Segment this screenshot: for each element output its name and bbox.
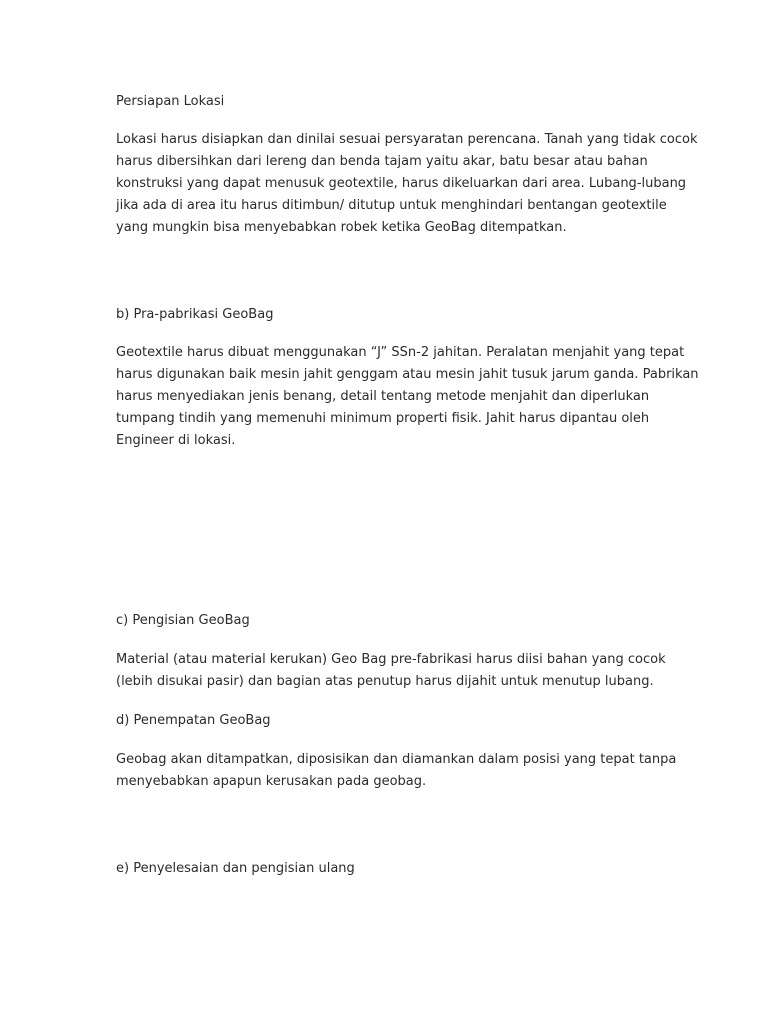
section-heading-pengisian <box>116 610 661 632</box>
paragraph-line: harus dibersihkan dari lereng dan benda tajam yaitu akar, batu besar atau bahan <box>116 154 648 169</box>
paragraph-line: Geobag akan ditampatkan, diposisikan dan diamankan dalam posisi yang tepat tanpa <box>116 752 677 767</box>
paragraph-line: harus digunakan baik mesin jahit genggam atau mesin jahit tusuk jarum ganda. Pabrikan <box>116 367 699 382</box>
section-heading-penyelesaian <box>116 858 661 880</box>
heading-text: c) Pengisian GeoBag <box>116 613 250 628</box>
paragraph-line: Lokasi harus disiapkan dan dinilai sesuai persyaratan perencana. Tanah yang tidak cocok <box>116 132 698 147</box>
paragraph-line: yang mungkin bisa menyebabkan robek ketika GeoBag ditempatkan. <box>116 220 567 235</box>
heading-text: Persiapan Lokasi <box>116 94 225 109</box>
section-heading-pra-pabrikasi <box>116 304 661 326</box>
paragraph-penempatan <box>116 749 677 793</box>
paragraph-line: Geotextile harus dibuat menggunakan “J” SSn-2 jahitan. Peralatan menjahit yang tepat <box>116 345 685 360</box>
paragraph-pengisian <box>116 649 666 693</box>
paragraph-line: konstruksi yang dapat menusuk geotextile, harus dikeluarkan dari area. Lubang-lubang <box>116 176 687 191</box>
heading-text: d) Penempatan GeoBag <box>116 713 271 728</box>
heading-text: e) Penyelesaian dan pengisian ulang <box>116 861 355 876</box>
paragraph-pra-pabrikasi <box>116 342 699 452</box>
paragraph-line: menyebabkan apapun kerusakan pada geobag. <box>116 774 427 789</box>
paragraph-line: harus menyediakan jenis benang, detail tentang metode menjahit dan diperlukan <box>116 389 650 404</box>
paragraph-line: Material (atau material kerukan) Geo Bag pre-fabrikasi harus diisi bahan yang cocok <box>116 652 666 667</box>
section-heading-penempatan <box>116 710 661 732</box>
paragraph-line: (lebih disukai pasir) dan bagian atas penutup harus dijahit untuk menutup lubang. <box>116 674 654 689</box>
paragraph-line: tumpang tindih yang memenuhi minimum properti fisik. Jahit harus dipantau oleh <box>116 411 650 426</box>
paragraph-line: jika ada di area itu harus ditimbun/ ditutup untuk menghindari bentangan geotextile <box>116 198 667 213</box>
paragraph-persiapan-lokasi <box>116 129 698 239</box>
section-heading-persiapan-lokasi <box>116 91 661 113</box>
heading-text: b) Pra-pabrikasi GeoBag <box>116 307 274 322</box>
paragraph-line: Engineer di lokasi. <box>116 433 236 448</box>
